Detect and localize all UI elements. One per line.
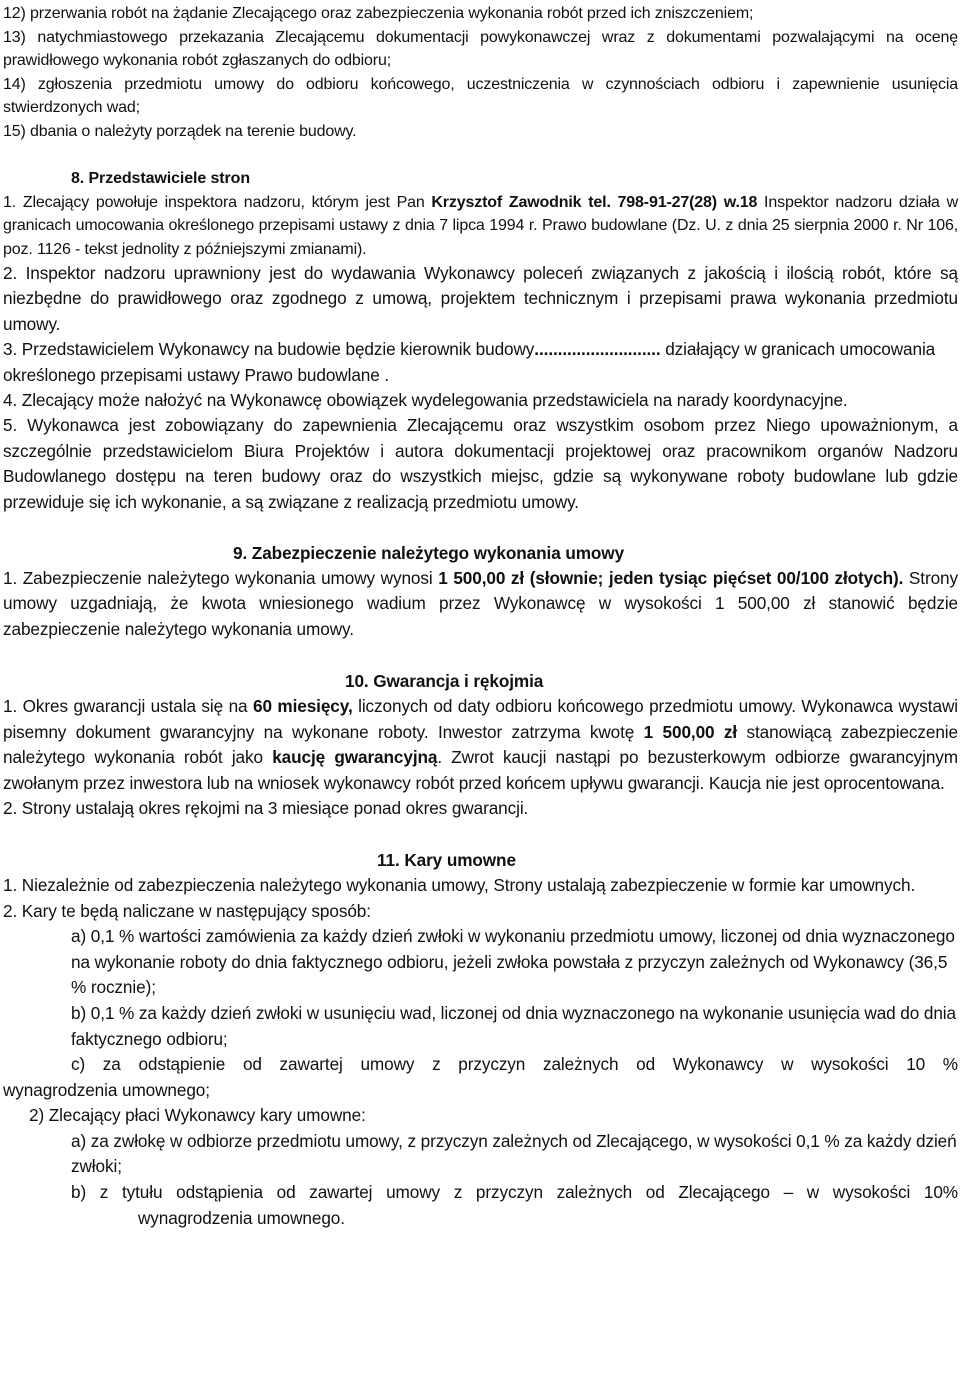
retention-amount: 1 500,00 zł [643, 721, 738, 742]
penalty-item-c: c) za odstąpienie od zawartej umowy z przyczyn zależnych od Wykonawcy w wysokości 10 % [71, 1054, 958, 1075]
list-item-12: 12) przerwania robót na żądanie Zlecającego oraz zabezpieczenia wykonania robót przed ich zniszczeniem; [3, 5, 754, 22]
section-11-paragraph-2b: 2) Zlecający płaci Wykonawcy kary umowne: [29, 1105, 366, 1126]
warranty-deposit: kaucję gwarancyjną [272, 747, 438, 768]
s8-p3-text-cont: działający w granicach umocowania określonego przepisami ustawy Prawo budowlane . [3, 339, 936, 385]
section-9-heading: 9. Zabezpieczenie należytego wykonania umowy [233, 543, 625, 564]
section-8-heading: 8. Przedstawiciele stron [71, 170, 251, 187]
s10-p1-text-cont: liczonych od daty odbioru końcowego przedmiotu umowy. Wykonawca wystawi pisemny dokument gwarancyjny na wykonane roboty. Inwestor zatrzyma kwotę [3, 696, 958, 742]
section-8-paragraph-1 [3, 191, 958, 262]
s9-p1-text-cont: Strony umowy uzgadniają, że kwota wniesionego wadium przez Wykonawcę w wysokości 1 500,00 zł stanowić będzie zabezpieczenie należytego wykonania umowy. [3, 568, 959, 639]
penalty-item-2b-cont: wynagrodzenia umownego. [138, 1207, 345, 1228]
penalty-item-c-cont: wynagrodzenia umownego; [3, 1079, 210, 1100]
section-8-paragraph-5: 5. Wykonawca jest zobowiązany do zapewnienia Zlecającemu oraz wszystkim osobom przez Niego upoważnionym, a szczególnie przedstawicielom Biura Projektów i autora dokumentacji projektowej oraz pracownikom organów Nadzoru Budowlanego dostępu na teren budowy oraz do wszystkich miejsc, gdzie są wykonywane roboty budowlane lub gdzie przewiduje się ich wykonanie, a są związane z realizacją przedmiotu umowy. [3, 415, 958, 512]
s10-p1-text-cont2: stanowiącą zabezpieczenie należytego wykonania robót jako [3, 721, 958, 768]
list-item-13: 13) natychmiastowego przekazania Zlecającemu dokumentacji powykonawczej wraz z dokumentami pozwalającymi na ocenę prawidłowego wykonania robót zgłaszanych do odbioru; [3, 28, 958, 69]
security-amount: 1 500,00 zł (słownie; jeden tysiąc pięćset 00/100 złotych). [438, 568, 904, 589]
section-9-paragraph-1 [3, 566, 958, 642]
s10-p1-text-cont3: . Zwrot kaucji nastąpi po bezusterkowym odbiorze gwarancyjnym zwołanym przez inwestora lub na wniosek wykonawcy robót przed końcem upływu gwarancji. Kaucja nie jest oprocentowana. [3, 747, 958, 793]
section-10-paragraph-2: 2. Strony ustalają okres rękojmi na 3 miesiące ponad okres gwarancji. [3, 797, 529, 818]
penalty-item-b: b) 0,1 % za każdy dzień zwłoki w usunięciu wad, liczonej od dnia wyznaczonego na wykonanie usunięcia wad do dnia faktycznego odbioru; [71, 1002, 956, 1049]
inspector-name-phone: Krzysztof Zawodnik tel. 798-91-27(28) w.18 [431, 193, 758, 211]
section-8-paragraph-3 [3, 337, 958, 388]
section-11-heading: 11. Kary umowne [377, 850, 516, 871]
s8-p3-text: 3. Przedstawicielem Wykonawcy na budowie będzie kierownik budowy [3, 339, 535, 360]
site-manager-placeholder: ........................... [534, 339, 661, 360]
s8-p1-text-cont: Inspektor nadzoru działa w granicach umocowania określonego przepisami ustawy z dnia 7 lipca 1994 r. Prawo budowlane (Dz. U. z dnia 25 sierpnia 2000 r. Nr 106, poz. 1126 - tekst jednolity z późniejszymi zmianami). [3, 193, 958, 258]
section-10-heading: 10. Gwarancja i rękojmia [345, 671, 544, 692]
section-8-paragraph-2: 2. Inspektor nadzoru uprawniony jest do wydawania Wykonawcy poleceń związanych z jakością i ilością robót, które są niezbędne do prawidłowego oraz zgodnego z umową, projektem technicznym i przepisami prawa wykonania przedmiotu umowy. [3, 263, 958, 334]
list-item-14: 14) zgłoszenia przedmiotu umowy do odbioru końcowego, uczestniczenia w czynnościach odbioru i zapewnienie usunięcia stwierdzonych wad; [3, 75, 958, 116]
section-11-paragraph-2: 2. Kary te będą naliczane w następujący sposób: [3, 900, 371, 921]
penalty-item-2b: b) z tytułu odstąpienia od zawartej umowy z przyczyn zależnych od Zlecającego – w wysokości 10% [71, 1182, 958, 1203]
s10-p1-text: 1. Okres gwarancji ustala się na [3, 696, 253, 717]
section-8-paragraph-4: 4. Zlecający może nałożyć na Wykonawcę obowiązek wydelegowania przedstawiciela na narady koordynacyjne. [3, 390, 848, 411]
penalty-item-2a: a) za zwłokę w odbiorze przedmiotu umowy, z przyczyn zależnych od Zlecającego, w wysokości 0,1 % za każdy dzień zwłoki; [71, 1130, 957, 1177]
penalty-item-a: a) 0,1 % wartości zamówienia za każdy dzień zwłoki w wykonaniu przedmiotu umowy, liczonej od dnia wyznaczonego na wykonanie roboty do dnia faktycznego odbioru, jeżeli zwłoka powstała z przyczyn zależnych od Wykonawcy (36,5 % rocznie); [71, 926, 955, 998]
s9-p1-text: 1. Zabezpieczenie należytego wykonania umowy wynosi [3, 568, 439, 589]
list-item-15: 15) dbania o należyty porządek na terenie budowy. [3, 122, 357, 140]
s8-p1-text: 1. Zlecający powołuje inspektora nadzoru, którym jest Pan [3, 193, 432, 211]
warranty-period: 60 miesięcy, [252, 696, 353, 717]
section-10-paragraph-1 [3, 694, 958, 796]
section-11-paragraph-1: 1. Niezależnie od zabezpieczenia należytego wykonania umowy, Strony ustalają zabezpieczenie w formie kar umownych. [3, 875, 916, 896]
